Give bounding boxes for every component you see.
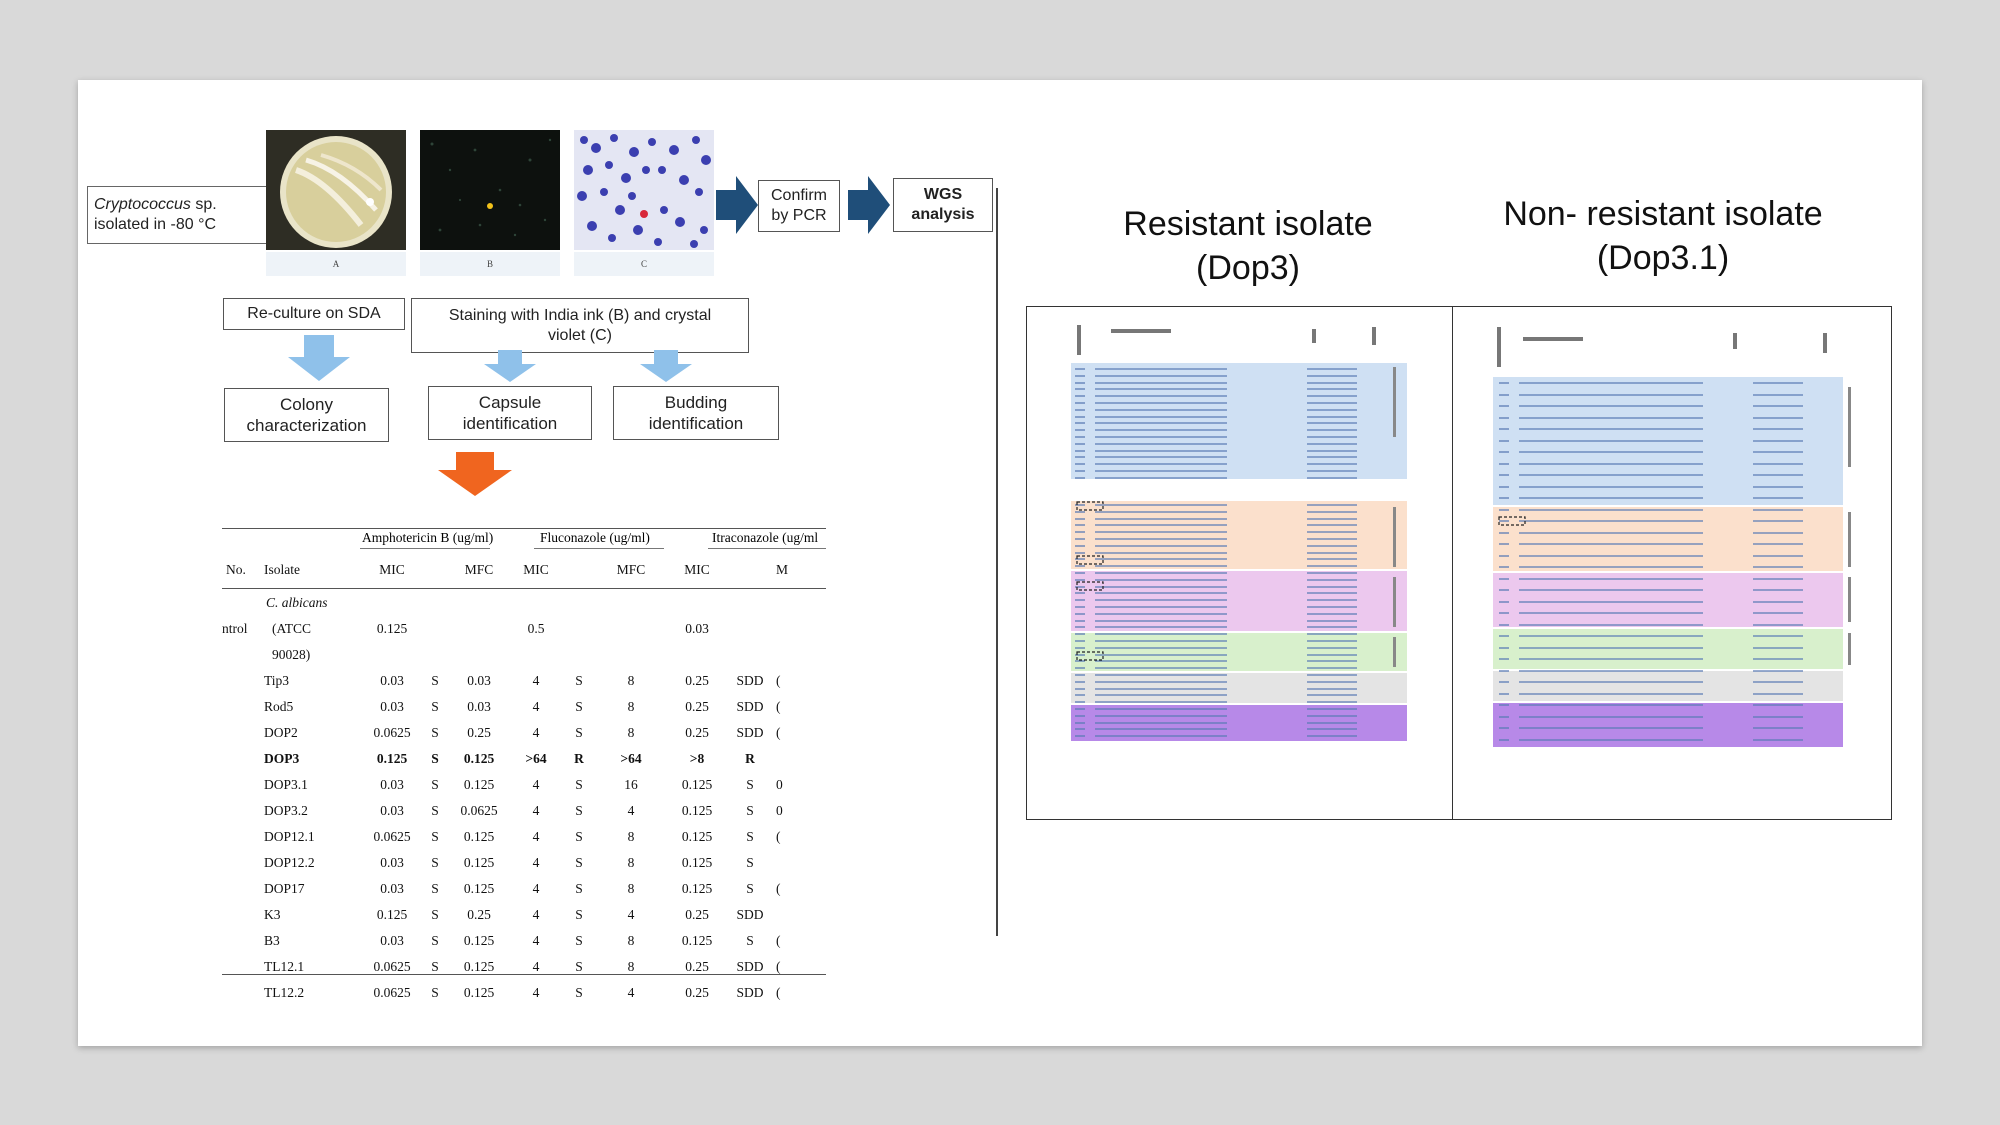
table-row [222,746,792,772]
cell-itr-s: SDD [736,725,764,740]
resistant-annotation-panel [1026,306,1454,820]
cell-amb-s: S [431,725,439,740]
cell-flu-mic: 4 [532,699,540,714]
header-itr-mfc: M [776,562,789,577]
itr-header: Itraconazole (ug/ml [712,530,819,545]
cell-itr-mic: 0.125 [681,855,713,870]
reculture-label: Re-culture on SDA [247,305,381,322]
cell-flu-mic: 4 [532,881,540,896]
confirm-line1: Confirm [770,187,827,204]
cell-itr-s: S [746,881,754,896]
cell-isolate: K3 [264,907,281,922]
cell-itr-mic: 0.125 [681,803,713,818]
cell-flu-mic: 4 [532,829,540,844]
header-itr-mic: MIC [684,562,710,577]
cell-flu-s: S [575,933,583,948]
colony-line2: characterization [246,416,367,435]
capsule-box [428,386,592,440]
cell-cut: ( [776,725,781,740]
control-strain-1: (ATCC [272,621,312,636]
wgs-box [893,178,993,232]
cell-amb-mic: 0.0625 [373,829,411,844]
header-flu-mfc: MFC [616,562,646,577]
cell-isolate: DOP3.2 [264,803,308,818]
cell-flu-s: S [575,907,583,922]
cell-flu-s: S [575,985,583,1000]
itr-underline [708,548,826,549]
reculture-box [223,298,405,330]
down-arrow-budding [640,350,692,382]
cell-flu-mic: 4 [532,855,540,870]
cell-itr-mic: 0.125 [681,881,713,896]
cell-amb-s: S [431,881,439,896]
cell-amb-mic: 0.0625 [373,725,411,740]
arrow-to-pcr [716,176,758,234]
staining-line1: Staining with India ink (B) and crystal [448,306,712,324]
vertical-divider [996,188,998,936]
cell-itr-mic: 0.25 [685,725,709,740]
table-row [222,798,792,824]
cell-amb-s: S [431,959,439,974]
header-no: No. [226,562,246,577]
cell-isolate: B3 [264,933,280,948]
cell-flu-mfc: 8 [627,673,635,688]
cell-itr-s: S [746,933,754,948]
cell-amb-s: S [431,985,439,1000]
nonresistant-annotation-panel [1452,306,1892,820]
cell-flu-s: R [574,751,584,766]
flu-header: Fluconazole (ug/ml) [540,530,650,545]
cell-flu-mfc: 8 [627,959,635,974]
cell-amb-mfc: 0.125 [463,985,495,1000]
cell-flu-s: S [575,855,583,870]
cell-isolate: DOP3 [264,751,300,766]
amb-header: Amphotericin B (ug/ml) [362,530,494,545]
capsule-line1: Capsule [478,392,542,412]
header-isolate: Isolate [264,562,300,577]
genus-name: Cryptococcus [94,196,191,213]
cell-amb-s: S [431,699,439,714]
table-row [222,954,792,980]
cell-isolate: DOP2 [264,725,298,740]
cell-amb-mfc: 0.125 [463,959,495,974]
cell-isolate: DOP17 [264,881,305,896]
cell-amb-mfc: 0.125 [463,829,495,844]
cell-itr-mic: 0.25 [685,985,709,1000]
cell-flu-s: S [575,725,583,740]
cell-itr-s: R [745,751,755,766]
control-itr-mic: 0.03 [685,621,709,636]
wgs-line1: WGS [923,186,963,203]
budding-line1: Budding [664,392,728,412]
cell-amb-mfc: 0.03 [467,673,491,688]
cell-flu-mic: 4 [532,985,540,1000]
table-top-rule [222,528,826,529]
cell-amb-mic: 0.03 [380,933,404,948]
cell-amb-mfc: 0.0625 [460,803,498,818]
cell-cut: ( [776,673,781,688]
cell-flu-mfc: 8 [627,881,635,896]
cell-flu-mic: 4 [532,777,540,792]
cell-isolate: DOP12.2 [264,855,315,870]
resistant-line2: (Dop3) [1196,249,1300,288]
mic-table-body [222,668,792,1006]
cell-amb-mic: 0.03 [380,673,404,688]
cell-isolate: DOP12.1 [264,829,315,844]
cell-flu-mic: 4 [532,933,540,948]
cell-flu-mic: 4 [532,673,540,688]
cell-itr-mic: 0.25 [685,959,709,974]
header-amb-mic: MIC [379,562,405,577]
colony-box [224,388,389,442]
cell-itr-mic: 0.125 [681,829,713,844]
control-no: ntrol [222,621,248,636]
cell-flu-s: S [575,699,583,714]
table-row [222,772,792,798]
cell-flu-mfc: 8 [627,725,635,740]
table-row [222,902,792,928]
wgs-line2: analysis [911,206,975,223]
resistant-line1: Resistant isolate [1123,205,1373,243]
cell-amb-mic: 0.125 [376,907,408,922]
cell-itr-s: SDD [736,699,764,714]
control-flu-mic: 0.5 [527,621,545,636]
slide [78,80,1922,1046]
cell-flu-mfc: 4 [627,907,635,922]
cell-amb-s: S [431,673,439,688]
cell-itr-mic: 0.25 [685,673,709,688]
cell-isolate: Tip3 [264,673,290,688]
down-arrow-capsule [484,350,536,382]
cell-amb-s: S [431,933,439,948]
image-label-b: B [420,252,560,276]
cell-itr-mic: 0.25 [685,699,709,714]
cell-flu-s: S [575,881,583,896]
cell-itr-s: S [746,803,754,818]
cell-amb-mic: 0.125 [376,751,408,766]
cell-amb-mfc: 0.03 [467,699,491,714]
table-row [222,720,792,746]
flu-underline [534,548,664,549]
cell-itr-s: SDD [736,985,764,1000]
cell-cut [772,850,792,876]
table-row [222,876,792,902]
table-row [222,980,792,1006]
resistant-title [1088,202,1408,290]
cell-amb-s: S [431,907,439,922]
table-row [222,928,792,954]
budding-line2: identification [648,414,744,433]
nonresistant-line2: (Dop3.1) [1596,239,1730,278]
cell-cut: ( [776,699,781,714]
image-label-c: C [574,252,714,276]
cell-cut [772,746,792,772]
cell-flu-mfc: 8 [627,855,635,870]
cell-flu-mic: 4 [532,803,540,818]
isolated-temp: isolated in -80 °C [94,216,217,233]
table-row [222,694,792,720]
cell-flu-mfc: 4 [627,985,635,1000]
cell-cut: ( [776,829,781,844]
cell-itr-mic: 0.125 [681,933,713,948]
cell-amb-mic: 0.03 [380,777,404,792]
amb-underline [360,548,490,549]
cell-isolate: DOP3.1 [264,777,308,792]
cell-flu-s: S [575,829,583,844]
cell-flu-mfc: 4 [627,803,635,818]
nonresistant-line1: Non- resistant isolate [1503,195,1823,233]
cell-cut: ( [776,881,781,896]
mic-table-wrapper [222,528,826,1000]
cell-itr-s: S [746,777,754,792]
culture-plate-image [266,130,406,250]
cell-amb-s: S [431,777,439,792]
cell-amb-s: S [431,803,439,818]
control-species: C. albicans [266,595,328,610]
header-flu-mic: MIC [523,562,549,577]
cell-itr-s: S [746,829,754,844]
cell-amb-s: S [431,751,439,766]
table-row [222,824,792,850]
cell-itr-mic: 0.25 [685,907,709,922]
budding-box [613,386,779,440]
arrow-to-wgs [848,176,890,234]
image-label-a: A [266,252,406,276]
genus-suffix: sp. [190,196,217,213]
cell-flu-mic: 4 [532,959,540,974]
cell-cut: 0 [776,803,783,818]
cell-itr-s: S [746,855,754,870]
confirm-line2: by PCR [771,207,827,224]
cell-amb-mfc: 0.125 [463,855,495,870]
crystal-violet-image [574,130,714,250]
cell-itr-mic: 0.125 [681,777,713,792]
cell-amb-s: S [431,855,439,870]
mic-table [222,552,792,1006]
cell-amb-mfc: 0.125 [463,777,495,792]
cell-isolate: Rod5 [264,699,294,714]
cell-amb-mfc: 0.25 [467,725,491,740]
cell-flu-mic: 4 [532,907,540,922]
cell-cut: ( [776,985,781,1000]
cell-amb-mic: 0.03 [380,803,404,818]
orange-down-arrow [438,452,512,496]
staining-box [411,298,749,353]
cell-amb-mfc: 0.125 [463,933,495,948]
control-amb-mic: 0.125 [376,621,408,636]
cell-flu-mfc: 8 [627,829,635,844]
table-row [222,850,792,876]
nonresistant-annotation-figure [1453,307,1893,821]
cell-amb-mic: 0.0625 [373,985,411,1000]
resistant-annotation-figure [1027,307,1455,821]
cell-isolate: TL12.2 [264,985,305,1000]
table-row [222,668,792,694]
cell-amb-mfc: 0.125 [463,881,495,896]
colony-line1: Colony [280,394,333,414]
header-amb-mfc: MFC [464,562,494,577]
cell-flu-mfc: 8 [627,699,635,714]
cell-itr-s: SDD [736,959,764,974]
india-ink-image [420,130,560,250]
cell-amb-mfc: 0.25 [467,907,491,922]
cell-flu-mfc: >64 [620,751,642,766]
cell-amb-s: S [431,829,439,844]
cell-itr-mic: >8 [689,751,705,766]
cell-itr-s: SDD [736,673,764,688]
cell-amb-mic: 0.03 [380,881,404,896]
cell-cut: ( [776,959,781,974]
nonresistant-title [1473,192,1853,280]
staining-line2: violet (C) [547,326,612,344]
cell-flu-s: S [575,777,583,792]
cell-flu-s: S [575,959,583,974]
cell-isolate: TL12.1 [264,959,305,974]
confirm-pcr-box [758,180,840,232]
cell-flu-s: S [575,673,583,688]
cell-amb-mfc: 0.125 [463,751,495,766]
capsule-line2: identification [462,414,558,433]
down-arrow-colony [288,335,350,381]
cell-amb-mic: 0.03 [380,855,404,870]
control-strain-2: 90028) [272,647,311,662]
cell-cut: ( [776,933,781,948]
cell-cut: 0 [776,777,783,792]
cell-flu-mfc: 8 [627,933,635,948]
cell-flu-mic: 4 [532,725,540,740]
cell-amb-mic: 0.03 [380,699,404,714]
isolated-box [87,186,267,244]
cell-flu-mfc: 16 [624,777,638,792]
cell-cut [772,902,792,928]
cell-flu-s: S [575,803,583,818]
cell-itr-s: SDD [736,907,764,922]
cell-flu-mic: >64 [525,751,547,766]
cell-amb-mic: 0.0625 [373,959,411,974]
